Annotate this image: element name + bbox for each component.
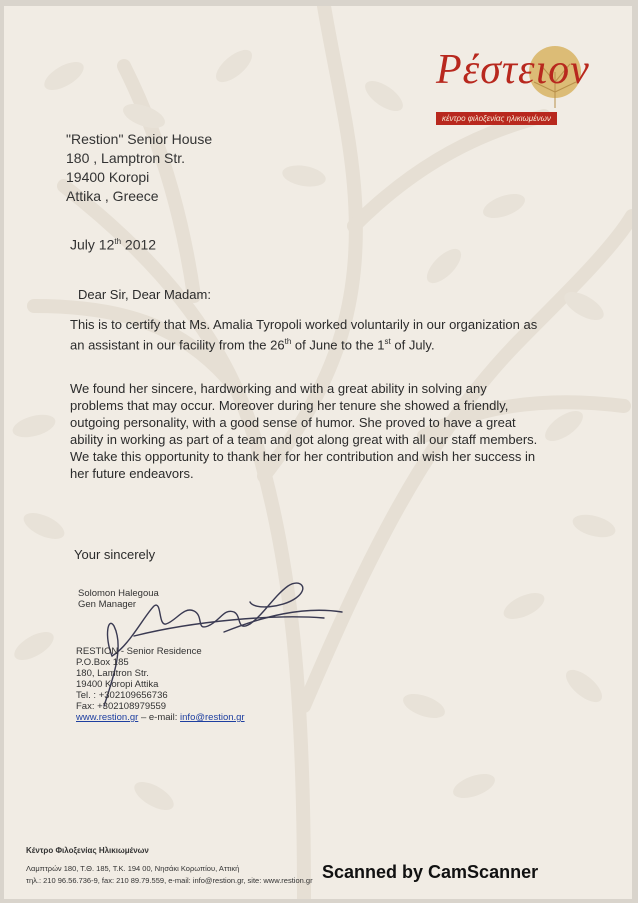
signatory-title: Gen Manager: [78, 599, 137, 610]
stamp-line: 19400 Koropi Attika: [76, 679, 159, 690]
footer-company: Κέντρο Φιλοξενίας Ηλικιωμένων: [26, 846, 149, 855]
sender-line: 180 , Lamptron Str.: [66, 150, 186, 166]
letter-date: [70, 232, 156, 255]
footer-address: Λαμπτρών 180, Τ.Θ. 185, Τ.Κ. 194 00, Νησάκι Κορωπίου, Αττική: [26, 864, 240, 873]
stamp-line: 180, Lamtron Str.: [76, 668, 149, 679]
website-link[interactable]: www.restion.gr: [76, 712, 139, 723]
date-year: 2012: [121, 236, 157, 253]
footer-contact: τηλ.: 210 96.56.736-9, fax: 210 89.79.559, e-mail: info@restion.gr, site: www.restion.gr: [26, 876, 313, 885]
stamp-line: Fax: +302108979559: [76, 701, 167, 712]
email-label: – e-mail:: [138, 712, 181, 723]
recommendation-paragraph: We found her sincere, hardworking and with a great ability in solving any problems that may occur. Moreover during her tenure she showed a friendly, outgoing personality, with a good sense of humor. She proved to have a great ability in working as part of a team and got along great with all our staff members. We take this opportunity to thank her for her contribution and wish her success in her future endeavors.: [70, 381, 538, 481]
restion-logo: [434, 36, 614, 136]
sender-line: 19400 Koropi: [66, 169, 150, 185]
salutation: Dear Sir, Dear Madam:: [78, 287, 211, 302]
camscanner-watermark: Scanned by CamScanner: [322, 862, 539, 882]
stamp-line: Tel. : +302109656736: [76, 690, 168, 701]
sender-address: [66, 130, 212, 206]
logo-tagline: κέντρο φιλοξενίας ηλικιωμένων: [436, 112, 557, 125]
date-suffix: th: [114, 237, 122, 246]
paragraph1-text: of July.: [390, 337, 435, 353]
stamp-line: P.O.Box 185: [76, 657, 129, 668]
stamp-contact-line: [76, 712, 245, 723]
signatory-name: Solomon Halegoua: [78, 588, 159, 599]
closing: Your sincerely: [74, 547, 156, 562]
paragraph1-text: of June to the 1: [291, 337, 385, 353]
sender-line: Attika , Greece: [66, 188, 159, 204]
stamp-line: RESTION - Senior Residence: [76, 646, 202, 657]
email-link[interactable]: info@restion.gr: [180, 712, 245, 723]
sender-line: "Restion" Senior House: [66, 131, 213, 147]
letter-page: [4, 6, 632, 899]
paragraph1-sup: th: [284, 337, 292, 346]
date-month-day: July 12: [70, 236, 115, 253]
paragraph1-sup: st: [384, 337, 391, 346]
logo-wordmark: Ρέστειον: [436, 47, 590, 93]
certification-paragraph: [70, 316, 540, 353]
company-stamp: [76, 646, 245, 723]
paragraph1-text: This is to certify that Ms. Amalia Tyropoli worked voluntarily in our organization as an assistant in our facility from the 26: [70, 317, 538, 353]
